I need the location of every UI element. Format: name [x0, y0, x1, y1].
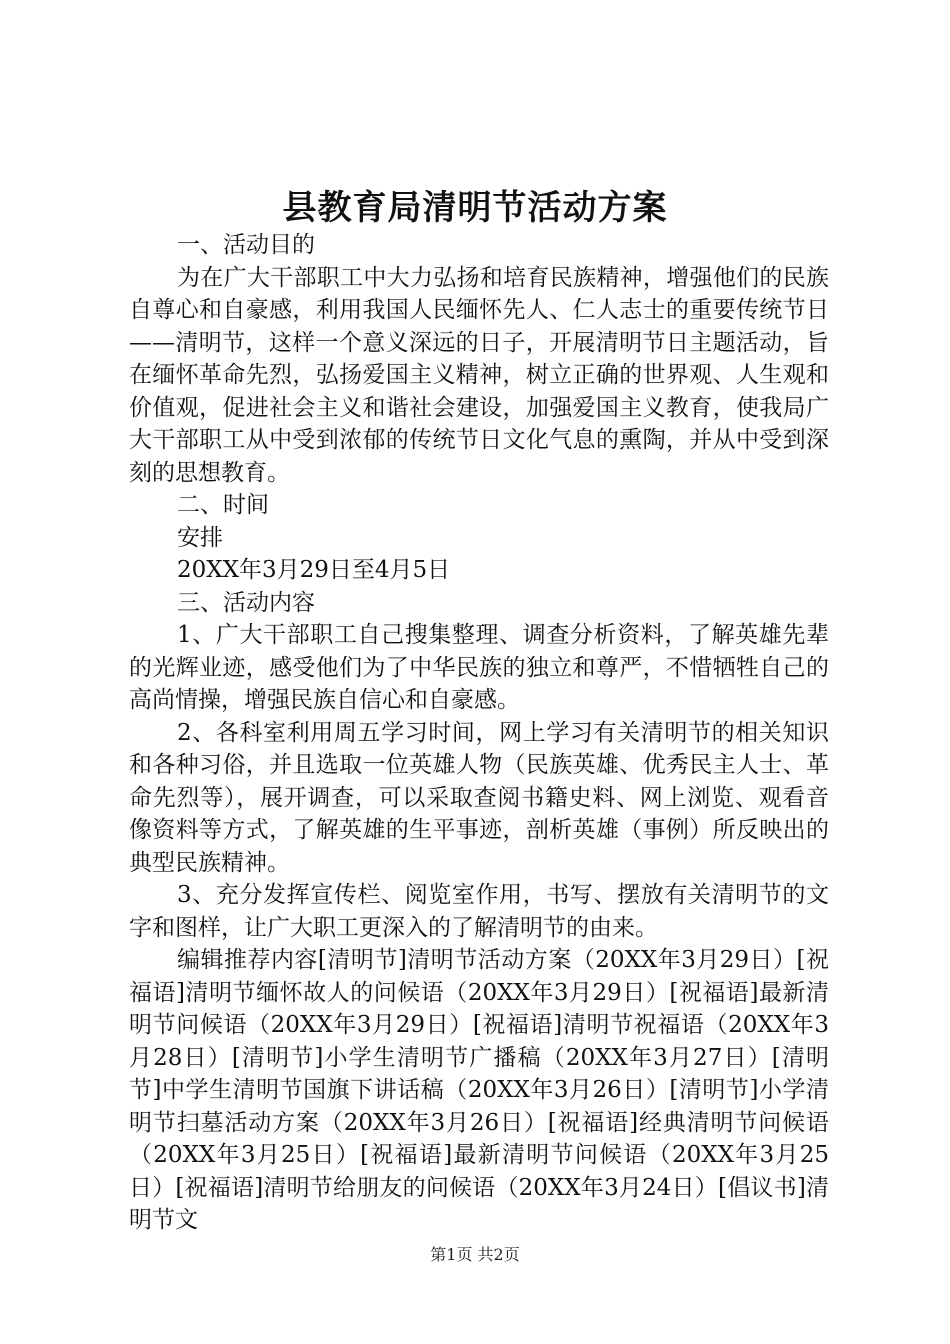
page-number: 第1页 共2页: [430, 1245, 520, 1264]
paragraph-purpose: 为在广大干部职工中大力弘扬和培育民族精神，增强他们的民族自尊心和自豪感，利用我国人民缅怀先人、仁人志士的重要传统节日——清明节，这样一个意义深远的日子，开展清明节日主题活动，旨在缅怀革命先烈，弘扬爱国主义精神，树立正确的世界观、人生观和价值观，促进社会主义和谐社会建设，加强爱国主义教育，使我局广大干部职工从中受到浓郁的传统节日文化气息的熏陶，并从中受到深刻的思想教育。: [129, 264, 829, 486]
content-item-2: 2、各科室利用周五学习时间，网上学习有关清明节的相关知识和各种习俗，并且选取一位英雄人物（民族英雄、优秀民主人士、革命先烈等），展开调查，可以采取查阅书籍史料、网上浏览、观看音像资料等方式，了解英雄的生平事迹，剖析英雄（事例）所反映出的典型民族精神。: [129, 719, 829, 876]
section-heading-time: 二、时间: [177, 492, 269, 518]
section-heading-purpose: 一、活动目的: [177, 232, 315, 258]
content-item-1: 1、广大干部职工自己搜集整理、调查分析资料，了解英雄先辈的光辉业迹，感受他们为了中华民族的独立和尊严，不惜牺牲自己的高尚情操，增强民族自信心和自豪感。: [129, 622, 829, 713]
section-heading-content: 三、活动内容: [177, 589, 315, 616]
recommended-content: 编辑推荐内容[清明节]清明节活动方案（20XX年3月29日）[祝福语]清明节缅怀故人的问候语（20XX年3月29日）[祝福语]最新清明节问候语（20XX年3月29日）[祝福语]清明节祝福语（20XX年3月28日）[清明节]小学生清明节广播稿（20XX年3月27日）[清明节]中学生清明节国旗下讲话稿（20XX年3月26日）[清明节]小学清明节扫墓活动方案（20XX年3月26日）[祝福语]经典清明节问候语（20XX年3月25日）[祝福语]最新清明节问候语（20XX年3月25日）[祝福语]清明节给朋友的问候语（20XX年3月24日）[倡议书]清明节文: [129, 947, 829, 1233]
time-label: 安排: [177, 524, 223, 551]
time-range: 20XX年3月29日至4月5日: [177, 557, 451, 583]
document-body: [129, 229, 829, 1237]
content-item-3: 3、充分发挥宣传栏、阅览室作用，书写、摆放有关清明节的文字和图样，让广大职工更深入的了解清明节的由来。: [129, 882, 829, 941]
document-title: 县教育局清明节活动方案: [282, 188, 668, 228]
